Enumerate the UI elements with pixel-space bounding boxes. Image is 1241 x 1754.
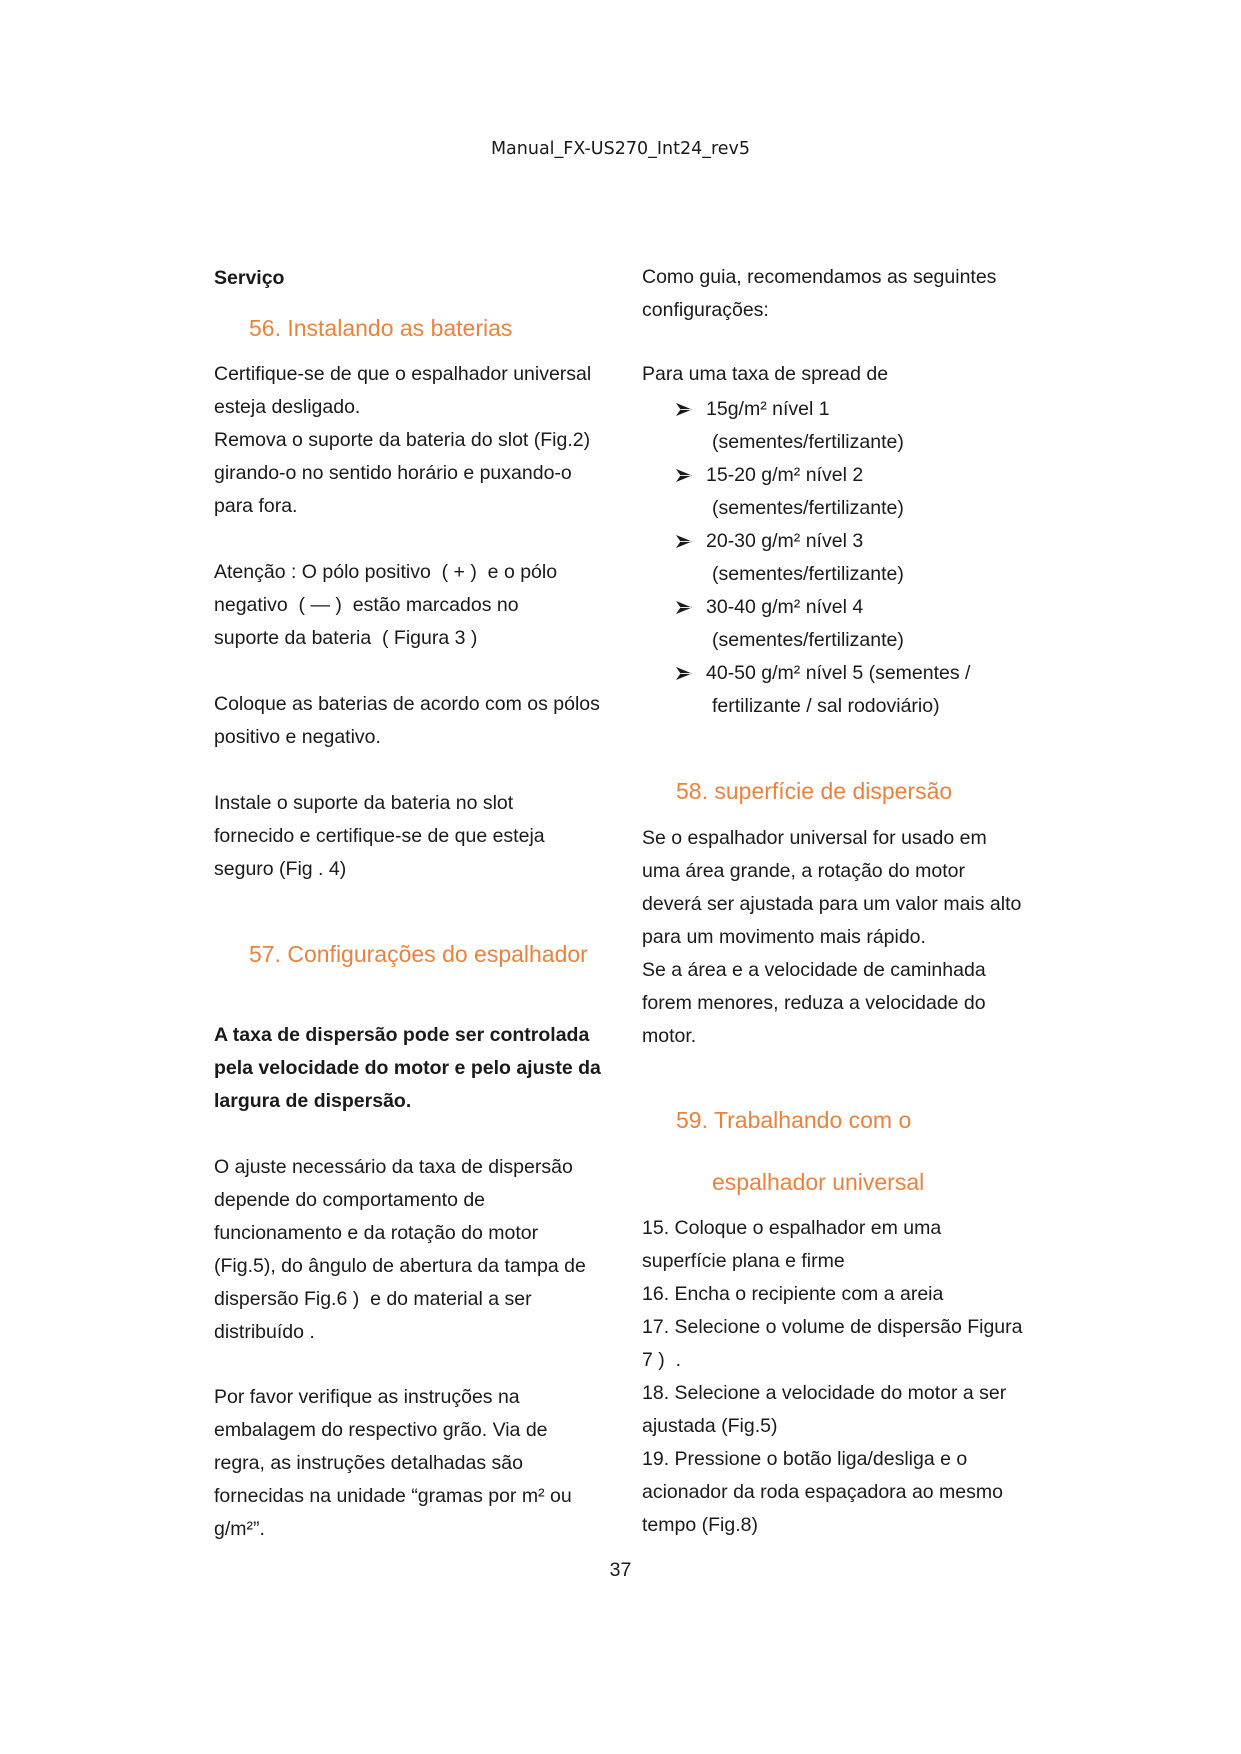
text-line: pela velocidade do motor e pelo ajuste da [214,1056,601,1079]
spread-rate-label [642,358,888,391]
text-line: largura de dispersão. [214,1089,412,1112]
section-label [214,262,284,295]
spread-setting-rate: 15-20 g/m² nível 2 [706,463,864,486]
section-56-heading: 56. Instalando as baterias [249,314,513,341]
text-line: forem menores, reduza a velocidade do [642,991,986,1014]
text-line: para fora. [214,494,298,517]
step-line: 15. Coloque o espalhador em uma [642,1216,942,1239]
section-57-paragraph-2 [214,1151,586,1349]
text-line: uma área grande, a rotação do motor [642,859,966,882]
step-line: 18. Selecione a velocidade do motor a ser [642,1381,1007,1404]
text-line: Por favor verifique as instruções na [214,1385,520,1408]
text-line: Se o espalhador universal for usado em [642,826,987,849]
section-57-heading: 57. Configurações do espalhador [249,940,588,967]
arrowhead-bullet-icon [676,535,692,548]
section-59-heading-continuation: espalhador universal [712,1168,925,1195]
text-line: positivo e negativo. [214,725,381,748]
step-line: tempo (Fig.8) [642,1513,758,1536]
text-line: regra, as instruções detalhadas são [214,1451,523,1474]
section-58-paragraph [642,822,1021,1053]
section-58-heading: 58. superfície de dispersão [676,777,953,804]
text-line: fornecido e certifique-se de que esteja [214,824,545,847]
spread-settings-list [676,393,970,723]
text-line: (Fig.5), do ângulo de abertura da tampa de [214,1254,586,1277]
text-line: negativo ( — ) estão marcados no [214,593,519,616]
spread-setting-item [676,525,970,591]
text-line: seguro (Fig . 4) [214,857,347,880]
text-line: distribuído . [214,1320,315,1343]
text-line: Remova o suporte da bateria do slot (Fig.2) [214,428,591,451]
section-56-paragraph-3 [214,688,600,754]
spread-setting-material: (sementes/fertilizante) [712,562,904,585]
spread-setting-material: (sementes/fertilizante) [712,628,904,651]
page-number: 37 [609,1558,632,1581]
step-line: 17. Selecione o volume de dispersão Figura [642,1315,1023,1338]
text-line: Como guia, recomendamos as seguintes [642,265,997,288]
section-59-heading: 59. Trabalhando com o [676,1106,912,1133]
text-line: para um movimento mais rápido. [642,925,926,948]
step-line: superfície plana e firme [642,1249,845,1272]
spread-setting-material: fertilizante / sal rodoviário) [712,694,940,717]
spread-setting-item [676,591,970,657]
step-line: 16. Encha o recipiente com a areia [642,1282,944,1305]
text-line: depende do comportamento de [214,1188,486,1211]
step-line: ajustada (Fig.5) [642,1414,778,1437]
text-line: suporte da bateria ( Figura 3 ) [214,626,478,649]
settings-intro-paragraph [642,261,996,327]
spread-setting-rate: 15g/m² nível 1 [706,397,830,420]
spread-setting-rate: 40-50 g/m² nível 5 (sementes / [706,661,971,684]
text-line: embalagem do respectivo grão. Via de [214,1418,548,1441]
text-line: Coloque as baterias de acordo com os pólos [214,692,600,715]
text-line: g/m²”. [214,1517,265,1540]
text-line: Instale o suporte da bateria no slot [214,791,514,814]
section-57-paragraph-3 [214,1381,572,1546]
arrowhead-bullet-icon [676,403,692,416]
section-59-steps [642,1212,1022,1542]
spread-setting-rate: 20-30 g/m² nível 3 [706,529,864,552]
arrowhead-bullet-icon [676,667,692,680]
step-line: 7 ) . [642,1348,682,1371]
text-line: funcionamento e da rotação do motor [214,1221,539,1244]
text-line: fornecidas na unidade “gramas por m² ou [214,1484,572,1507]
step-line: acionador da roda espaçadora ao mesmo [642,1480,1003,1503]
text-line: motor. [642,1024,697,1047]
text-line: girando-o no sentido horário e puxando-o [214,461,572,484]
section-label-text: Serviço [214,266,285,289]
arrowhead-bullet-icon [676,601,692,614]
step-line: 19. Pressione o botão liga/desliga e o [642,1447,968,1470]
spread-setting-rate: 30-40 g/m² nível 4 [706,595,864,618]
spread-setting-item [676,459,970,525]
section-57-bold-paragraph [214,1019,601,1118]
text-line: Para uma taxa de spread de [642,362,889,385]
spread-setting-item [676,393,970,459]
arrowhead-bullet-icon [676,469,692,482]
spread-setting-material: (sementes/fertilizante) [712,496,904,519]
document-header-title: Manual_FX-US270_Int24_rev5 [490,139,751,159]
spread-setting-item [676,657,970,723]
text-line: A taxa de dispersão pode ser controlada [214,1023,590,1046]
text-line: Certifique-se de que o espalhador universal [214,362,592,385]
text-line: configurações: [642,298,769,321]
section-56-paragraph-4 [214,787,545,886]
spread-setting-material: (sementes/fertilizante) [712,430,904,453]
text-line: deverá ser ajustada para um valor mais alto [642,892,1022,915]
section-56-paragraph-2 [214,556,557,655]
section-56-paragraph-1 [214,358,591,523]
text-line: esteja desligado. [214,395,361,418]
text-line: Se a área e a velocidade de caminhada [642,958,986,981]
text-line: Atenção : O pólo positivo ( + ) e o pólo [214,560,558,583]
text-line: O ajuste necessário da taxa de dispersão [214,1155,573,1178]
text-line: dispersão Fig.6 ) e do material a ser [214,1287,532,1310]
